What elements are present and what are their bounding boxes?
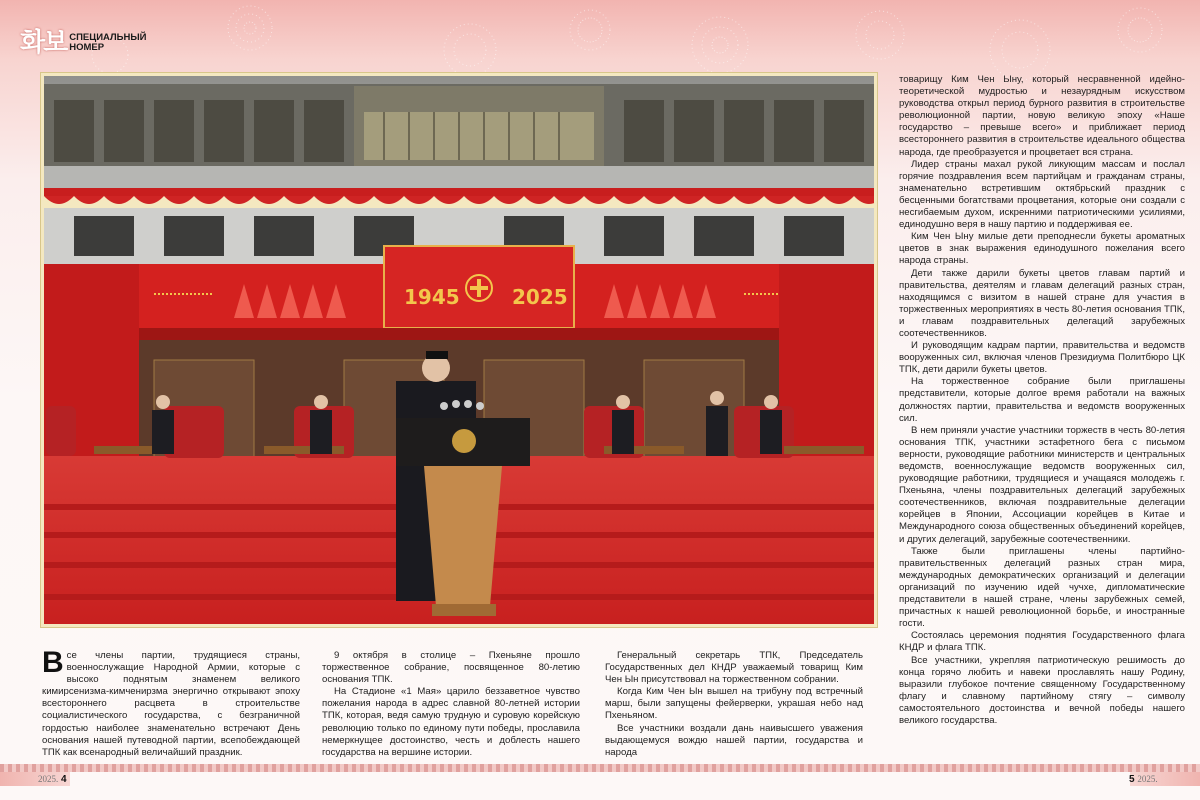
lead-text: се члены партии, трудящиеся страны, военнослужащие Народной Армии, которые с высоко поднятым знаменем великого кимирсенизма-кимченирзма энергично открывают эпоху всестороннего расцвета в строительстве социалистического государства, с безграничной гордостью наиболее знаменательно встречают День основания нашей путеводной партии, всепобеждающей ТПК как всенародный величайший праздник.	[42, 650, 300, 758]
article-column-1	[42, 646, 300, 759]
paragraph: Ким Чен Ыну милые дети преподнесли букеты ароматных цветов в знак выражения единодушного пожелания всего народа страны.	[899, 231, 1185, 267]
page-number-left	[38, 773, 67, 786]
magazine-logo	[20, 30, 147, 56]
footer-band	[0, 764, 1200, 772]
logo-line-1: СПЕЦИАЛЬНЫЙ	[69, 32, 147, 43]
paragraph: Лидер страны махал рукой ликующим массам и послал горячие поздравления всем партийцам и гражданам страны, знаменательно встретившим октябрьский праздник с бесценными богатствами процветания, которые они создали с несгибаемым духом, искренними патриотическими усилиями, единодушно веря в нашу партию и поддерживая ее.	[899, 158, 1185, 231]
paragraph: В нем приняли участие участники торжеств в честь 80-летия основания ТПК, участники эстафетного бега с письмом верности, руководящие работники министерств и центральных ведомств, военнослужащие ведомств вооруженных сил, руководящие работники, трудящиеся и учащаяся молодежь г. Пхеньяна, члены поздравительных делегаций зарубежных соотечественников, включая поздравительные делегации корейцев в Японии, Ассоциации корейцев в Китае и Международного союза общественных объединений корейцев, и других делегаций, зарубежные соотечественники.	[899, 424, 1185, 545]
article-column-3	[605, 650, 863, 759]
paragraph: Когда Ким Чен Ын вышел на трибуну под встречный марш, были запущены фейерверки, украшая небо над Пхеньяном.	[605, 686, 863, 722]
paragraph: На Стадионе «1 Мая» царило беззаветное чувство пожелания народа в адрес славной 80-летней истории ТПК, которая, ведя самую трудную и суровую корейскую революцию только по единому пути победы, прославила немеркнущее достоинство, честь и доблесть нашего государства на вершине истории.	[322, 686, 580, 758]
paragraph: Состоялась церемония поднятия Государственного флага КНДР и флага ТПК.	[899, 630, 1185, 654]
page-number-right	[1129, 773, 1158, 786]
svg-text:2025: 2025	[512, 285, 568, 309]
photo-frame	[41, 73, 877, 627]
paragraph: На торжественное собрание были приглашены представители, которые долгое время работали на важных должностях партии, правительства и ведомств вооруженных сил.	[899, 376, 1185, 424]
paragraph: Также были приглашены члены партийно-правительственных делегаций разных стран мира, международных демократических организаций и делегации организаций по изучению идей чучхе, дипломатические представители в нашей стране, члены зарубежных семей, причастных к нашей революционной борьбе, и иностранные гости.	[899, 545, 1185, 630]
logo-line-2: НОМЕР	[69, 42, 105, 53]
paragraph: товарищу Ким Чен Ыну, который несравненной идейно-теоретической мудростью и незаурядным искусством руководства открыл период бурного развития в строительстве революционной партии, новую великую эпоху «Наше государство – превыше всего» и приближает период всестороннего развития в строительстве идеального общества народа, где преобразуется и процветает вся страна.	[899, 74, 1185, 158]
paragraph: 9 октября в столице – Пхеньяне прошло торжественное собрание, посвященное 80-летию основания ТПК.	[322, 650, 580, 686]
paragraph: И руководящим кадрам партии, правительства и ведомств вооруженных сил, включая членов Президиума Политбюро ЦК ТПК, дети дарили букеты цветов.	[899, 340, 1185, 376]
drop-cap: В	[42, 646, 64, 679]
page-num-left: 4	[61, 774, 67, 785]
paragraph: Все участники воздали дань наивысшего уважения выдающемуся вождю нашей партии, государства и народа	[605, 722, 863, 758]
svg-text:1945: 1945	[404, 285, 460, 309]
footer-year-right: 2025.	[1137, 774, 1158, 784]
logo-mark: 화보	[20, 28, 67, 58]
ceremony-photo	[44, 76, 874, 624]
logo-label	[69, 33, 146, 53]
article-column-2	[322, 650, 580, 759]
paragraph: Все участники, укрепляя патриотическую решимость до конца горячо любить и навеки прославлять нашу Родину, выразили глубокое почтение священному Государственному флагу и славному партийному стягу – символу самостоятельного достоинства и вечной победы нашего великого государства.	[899, 654, 1185, 726]
fireworks-decoration	[0, 0, 1200, 80]
footer-year-left: 2025.	[38, 774, 59, 784]
paragraph: Дети также дарили букеты цветов главам партий и правительства, деятелям и главам делегаций разных стран, находящимся с визитом в нашей стране для участия в торжественных мероприятиях в честь 80-летия основания ТПК, и главам поздравительных делегаций зарубежных соотечественников.	[899, 267, 1185, 339]
paragraph: Генеральный секретарь ТПК, Председатель Государственных дел КНДР уважаемый товарищ Ким Чен Ын присутствовал на торжественном собрании.	[605, 650, 863, 686]
page-num-right: 5	[1129, 774, 1135, 785]
lead-paragraph	[42, 646, 300, 759]
article-right-column	[899, 74, 1185, 727]
